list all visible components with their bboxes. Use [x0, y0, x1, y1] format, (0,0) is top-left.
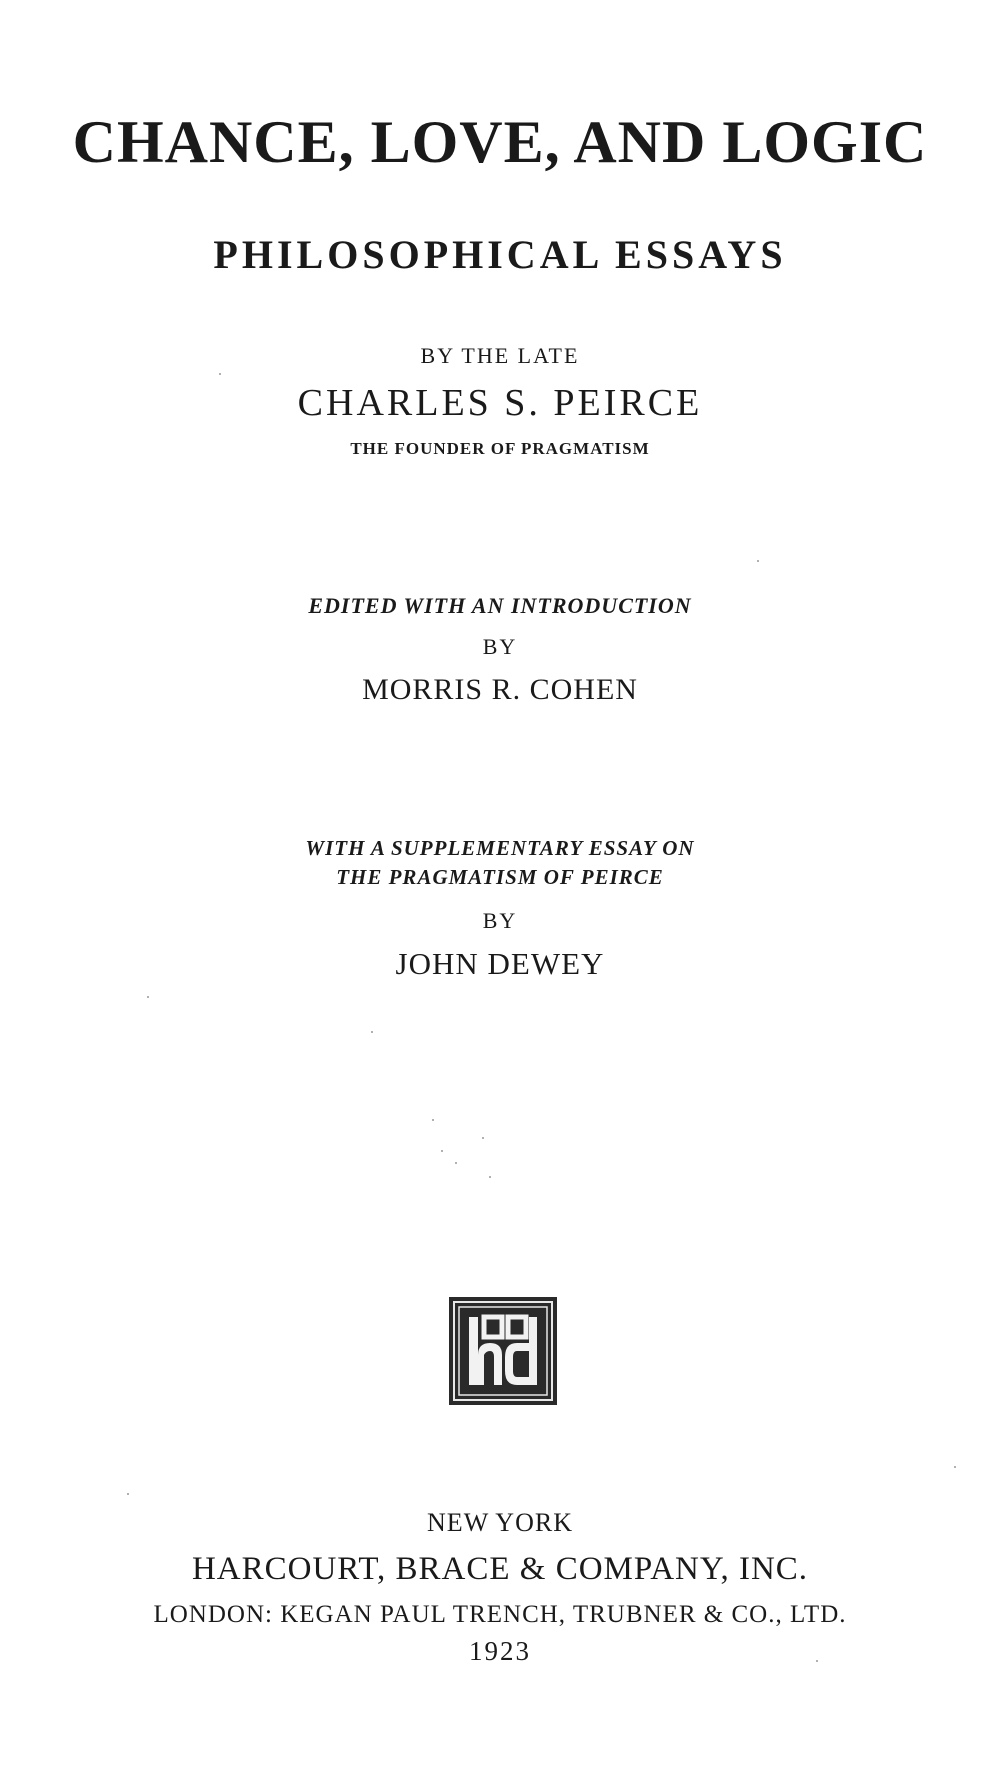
scan-speck: [816, 1660, 818, 1662]
imprint-london-publisher: LONDON: KEGAN PAUL TRENCH, TRUBNER & CO., LTD.: [153, 1601, 847, 1628]
imprint-publisher: HARCOURT, BRACE & COMPANY, INC.: [191, 1551, 809, 1587]
supplement-note-line-2: THE PRAGMATISM OF PEIRCE: [336, 865, 664, 889]
scan-speck: [147, 996, 149, 998]
book-subtitle: PHILOSOPHICAL ESSAYS: [213, 232, 787, 277]
imprint-city: NEW YORK: [427, 1508, 573, 1537]
scan-speck: [455, 1162, 457, 1164]
scan-speck: [371, 1031, 373, 1033]
imprint-year: 1923: [469, 1636, 531, 1666]
author-name: CHARLES S. PEIRCE: [297, 382, 703, 424]
scan-speck: [489, 1176, 491, 1178]
supplement-author-name: JOHN DEWEY: [395, 946, 605, 981]
supplement-note-line-1: WITH A SUPPLEMENTARY ESSAY ON: [305, 836, 695, 860]
author-description: THE FOUNDER OF PRAGMATISM: [350, 439, 650, 458]
book-title: CHANCE, LOVE, AND LOGIC: [72, 109, 928, 175]
scan-speck: [432, 1119, 434, 1121]
hb-publisher-monogram-icon: [449, 1297, 557, 1405]
supplement-by-label: BY: [482, 908, 518, 933]
scan-speck: [757, 560, 759, 562]
author-by-label: BY THE LATE: [420, 343, 580, 368]
editor-note: EDITED WITH AN INTRODUCTION: [308, 593, 692, 618]
scan-speck: [219, 373, 221, 375]
scan-speck: [954, 1466, 956, 1468]
scan-speck: [127, 1493, 129, 1495]
editor-name: MORRIS R. COHEN: [362, 673, 638, 706]
editor-by-label: BY: [482, 634, 518, 659]
scan-speck: [441, 1150, 443, 1152]
scan-speck: [482, 1137, 484, 1139]
